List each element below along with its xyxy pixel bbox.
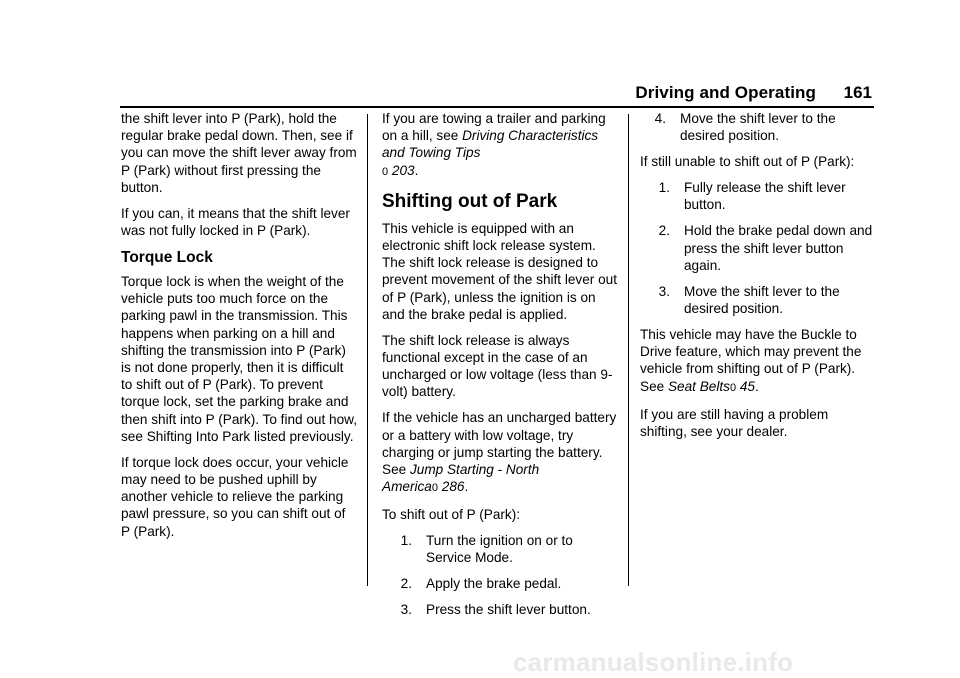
list-number: 1. xyxy=(400,533,412,549)
paragraph-text: If you are towing a trailer and parking on a hill, see xyxy=(382,111,606,144)
list-item xyxy=(640,179,876,213)
list-text: Move the shift lever to the desired position. xyxy=(684,283,840,317)
paragraph xyxy=(640,326,876,397)
list-number: 4. xyxy=(654,111,666,126)
paragraph-text: If the vehicle has an uncharged battery or a battery with low voltage, try charging or jump starting the battery. See xyxy=(382,410,617,478)
punctuation: . xyxy=(414,162,419,178)
list-text: Move the shift lever to the desired position. xyxy=(680,111,836,144)
list-item xyxy=(382,532,618,566)
list-text: Fully release the shift lever button. xyxy=(684,180,846,213)
page-ref-arrow-icon: 0 xyxy=(382,165,389,178)
cross-reference-link[interactable]: Jump Starting - North America xyxy=(382,462,540,495)
column-2 xyxy=(382,110,618,627)
page-ref-arrow-icon: 0 xyxy=(431,482,438,495)
cross-reference-link[interactable]: Seat Belts xyxy=(667,378,730,394)
paragraph xyxy=(382,409,618,497)
paragraph: If you are still having a problem shifting, see your dealer. xyxy=(640,406,829,439)
paragraph: the shift lever into P (Park), hold the regular brake pedal down. Then, see if you can move the shift lever away from P (Park) without first pressing the button. xyxy=(121,111,357,195)
page-number: 161 xyxy=(843,83,872,102)
header-rule xyxy=(120,106,874,108)
column-1 xyxy=(121,110,357,549)
list-number: 2. xyxy=(400,576,412,592)
numbered-list xyxy=(382,532,618,618)
page-reference[interactable]: 286 xyxy=(441,479,465,495)
watermark: carmanualsonline.info xyxy=(513,647,794,677)
shifting-out-of-park-heading: Shifting out of Park xyxy=(382,190,558,212)
list-item xyxy=(382,601,618,618)
column-divider-2 xyxy=(628,114,629,586)
list-item xyxy=(640,283,876,317)
list-number: 3. xyxy=(400,602,412,618)
list-text: Apply the brake pedal. xyxy=(426,576,562,592)
paragraph: The shift lock release is always functional except in the case of an uncharged or low voltage (less than 9-volt) battery. xyxy=(382,332,613,400)
list-number: 3. xyxy=(658,283,670,299)
cross-reference-link[interactable]: Driving Characteristics and Towing Tips xyxy=(382,128,599,161)
list-text: Press the shift lever button. xyxy=(426,602,591,618)
paragraph xyxy=(382,110,618,181)
list-text: Hold the brake pedal down and press the shift lever button again. xyxy=(684,223,873,273)
torque-lock-heading: Torque Lock xyxy=(121,249,213,267)
section-title: Driving and Operating xyxy=(635,83,816,102)
list-text: Turn the ignition on or to Service Mode. xyxy=(426,533,573,566)
paragraph: Torque lock is when the weight of the vehicle puts too much force on the parking pawl in the transmission. This happens when parking on a hill and shifting the transmission into P (Park) is not done properly, then it is difficult to shift out of P (Park). To prevent torque lock, set the parking brake and then shift into P (Park). To find out how, see Shifting Into Park listed previously. xyxy=(121,274,358,444)
page-header xyxy=(620,83,872,107)
punctuation: . xyxy=(754,378,759,394)
list-item xyxy=(640,222,876,274)
list-number: 2. xyxy=(658,223,670,239)
paragraph: To shift out of P (Park): xyxy=(382,507,521,523)
list-number: 1. xyxy=(658,180,670,196)
numbered-list xyxy=(640,179,876,317)
page-reference[interactable]: 203 xyxy=(391,162,415,178)
list-item xyxy=(636,110,876,144)
page-reference[interactable]: 45 xyxy=(739,378,755,394)
paragraph: If torque lock does occur, your vehicle may need to be pushed uphill by another vehicle to relieve the parking pawl pressure, so you can shift out of P (Park). xyxy=(121,454,349,539)
column-divider-1 xyxy=(367,114,368,586)
column-3 xyxy=(640,110,876,449)
punctuation: . xyxy=(464,479,469,495)
paragraph-text: This vehicle may have the Buckle to Drive feature, which may prevent the vehicle from shifting out of P (Park). See xyxy=(640,327,862,394)
paragraph: This vehicle is equipped with an electronic shift lock release system. The shift lock release is designed to prevent movement of the shift lever out of P (Park), unless the ignition is on and the brake pedal is applied. xyxy=(382,220,617,322)
paragraph: If you can, it means that the shift lever was not fully locked in P (Park). xyxy=(121,205,350,239)
paragraph: If still unable to shift out of P (Park): xyxy=(640,154,855,170)
list-item xyxy=(382,575,618,592)
page-ref-arrow-icon: 0 xyxy=(729,381,737,394)
